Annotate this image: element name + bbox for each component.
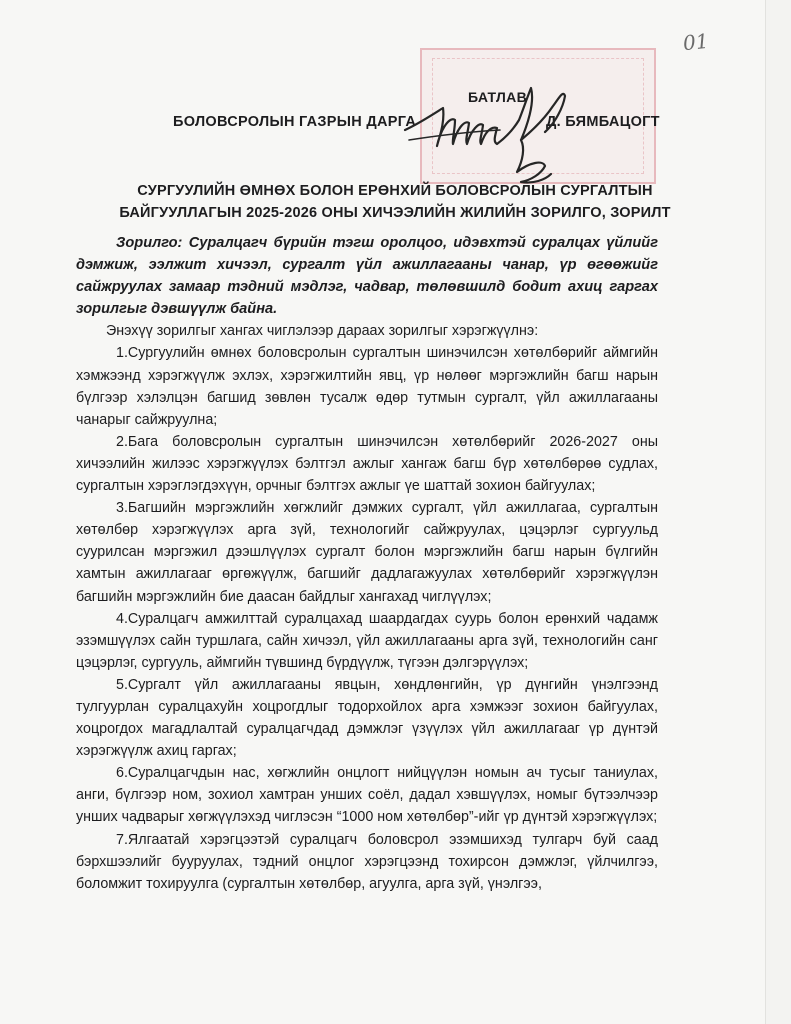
objective-3: 3.Багшийн мэргэжлийн хөгжлийг дэмжих сургалт, үйл ажиллагаа, сургалтын хөтөлбөр хэрэгжүүлэх арга зүй, технологийг сайжруулах, цэцэрлэг сургуульд суурилсан мэргэжил дээшлүүлэх сургалт болон мэргэжлийн багш нарын бүлгийн хамтын ажиллагааг өргөжүүлж, багшийг дадлагажуулах хөтөлбөрийг хэрэгжүүлэн багшийн мэргэжлийн бие даасан байдлыг хангахад чиглүүлэх; [76,500,658,605]
approval-label: БАТЛАВ [468,89,527,105]
objective-7: 7.Ялгаатай хэрэгцээтэй суралцагч боловсрол эзэмшихэд тулгарч буй саад бэрхшээлийг бууруулах, тэдний онцлог хэрэгцээнд тохирсон дэмжлэг, үйлчилгээ, боломжит тохируулга (сургалтын хөтөлбөр, агуулга, арга зүй, үнэлгээ, [76,831,658,892]
approver-name: Д. БЯМБАЦОГТ [546,114,660,130]
document-body [76,232,658,895]
approver-title: БОЛОВСРОЛЫН ГАЗРЫН ДАРГА [173,114,417,130]
goal-paragraph: Зорилго: Суралцагч бүрийн тэгш оролцоо, идэвхтэй суралцах үйлийг дэмжиж, ээлжит хичээл, сургалт үйл ажиллагааны чанар, үр өгөөжийг сайжруулах замаар тэдний мэдлэг, чадвар, төлөвшилд бодит ахиц гаргах зорилгыг дэвшүүлж байна. [76,235,658,318]
handwritten-signature [395,68,595,188]
title-line-1: СУРГУУЛИЙН ӨМНӨХ БОЛОН ЕРӨНХИЙ БОЛОВСРОЛЫН СУРГАЛТЫН [137,183,653,199]
objective-6: 6.Суралцагчдын нас, хөгжлийн онцлогт нийцүүлэн номын ач тусыг таниулах, анги, бүлгээр ном, зохиол хамтран унших соёл, дадал хэвшүүлэх, номыг бүтээлчээр унших чадварыг хөгжүүлэхэд чиглэсэн “1000 ном хөтөлбөр”-ийг үр дүнтэй хэрэгжүүлэх; [76,765,658,826]
objective-4: 4.Суралцагч амжилттай суралцахад шаардагдах суурь болон ерөнхий чадамж эзэмшүүлэх сайн туршлага, сайн хичээл, үйл ажиллагааны арга зүй, технологийн санг цэцэрлэг, сургууль, аймгийн түвшинд бүрдүүлж, түгээн дэлгэрүүлэх; [76,610,658,671]
lead-paragraph: Энэхүү зорилгыг хангах чиглэлээр дараах зорилгыг хэрэгжүүлнэ: [106,323,539,340]
objective-2: 2.Бага боловсролын сургалтын шинэчилсэн хөтөлбөрийг 2026-2027 оны хичээлийн жилээс хэрэгжүүлэх бэлтгэл ажлыг хангаж багш бүр хөтөлбөрөө судлах, сургалтын хэрэглэгдэхүүн, орчныг бэлтгэх ажлыг үе шаттай зохион байгуулах; [76,433,658,495]
title-line-2: БАЙГУУЛЛАГЫН 2025-2026 ОНЫ ХИЧЭЭЛИЙН ЖИЛИЙН ЗОРИЛГО, ЗОРИЛТ [119,205,671,221]
document-title [60,180,730,224]
objective-1: 1.Сургуулийн өмнөх боловсролын сургалтын шинэчилсэн хөтөлбөрийг аймгийн хэмжээнд хэрэгжүүлж эхлэх, хэрэгжилтийн явц, үр нөлөөг мэргэжлийн багш нарын бүлгээр хэлэлцэн багшид зөвлөн тусалж өдөр тутмын сургалт, үйл ажиллагааны чанарыг сайжруулна; [76,345,658,428]
page-number: 01 [681,28,710,56]
objective-5: 5.Сургалт үйл ажиллагааны явцын, хөндлөнгийн, үр дүнгийн үнэлгээнд тулгуурлан суралцахуйн хоцрогдлыг тодорхойлох арга хэмжээг зохион байгуулах, хоцрогдох магадлалтай суралцагчдад дэмжлэг үзүүлэх үйл ажиллагааг үр дүнтэй хэрэгжүүлж ахиц гаргах; [76,676,658,760]
